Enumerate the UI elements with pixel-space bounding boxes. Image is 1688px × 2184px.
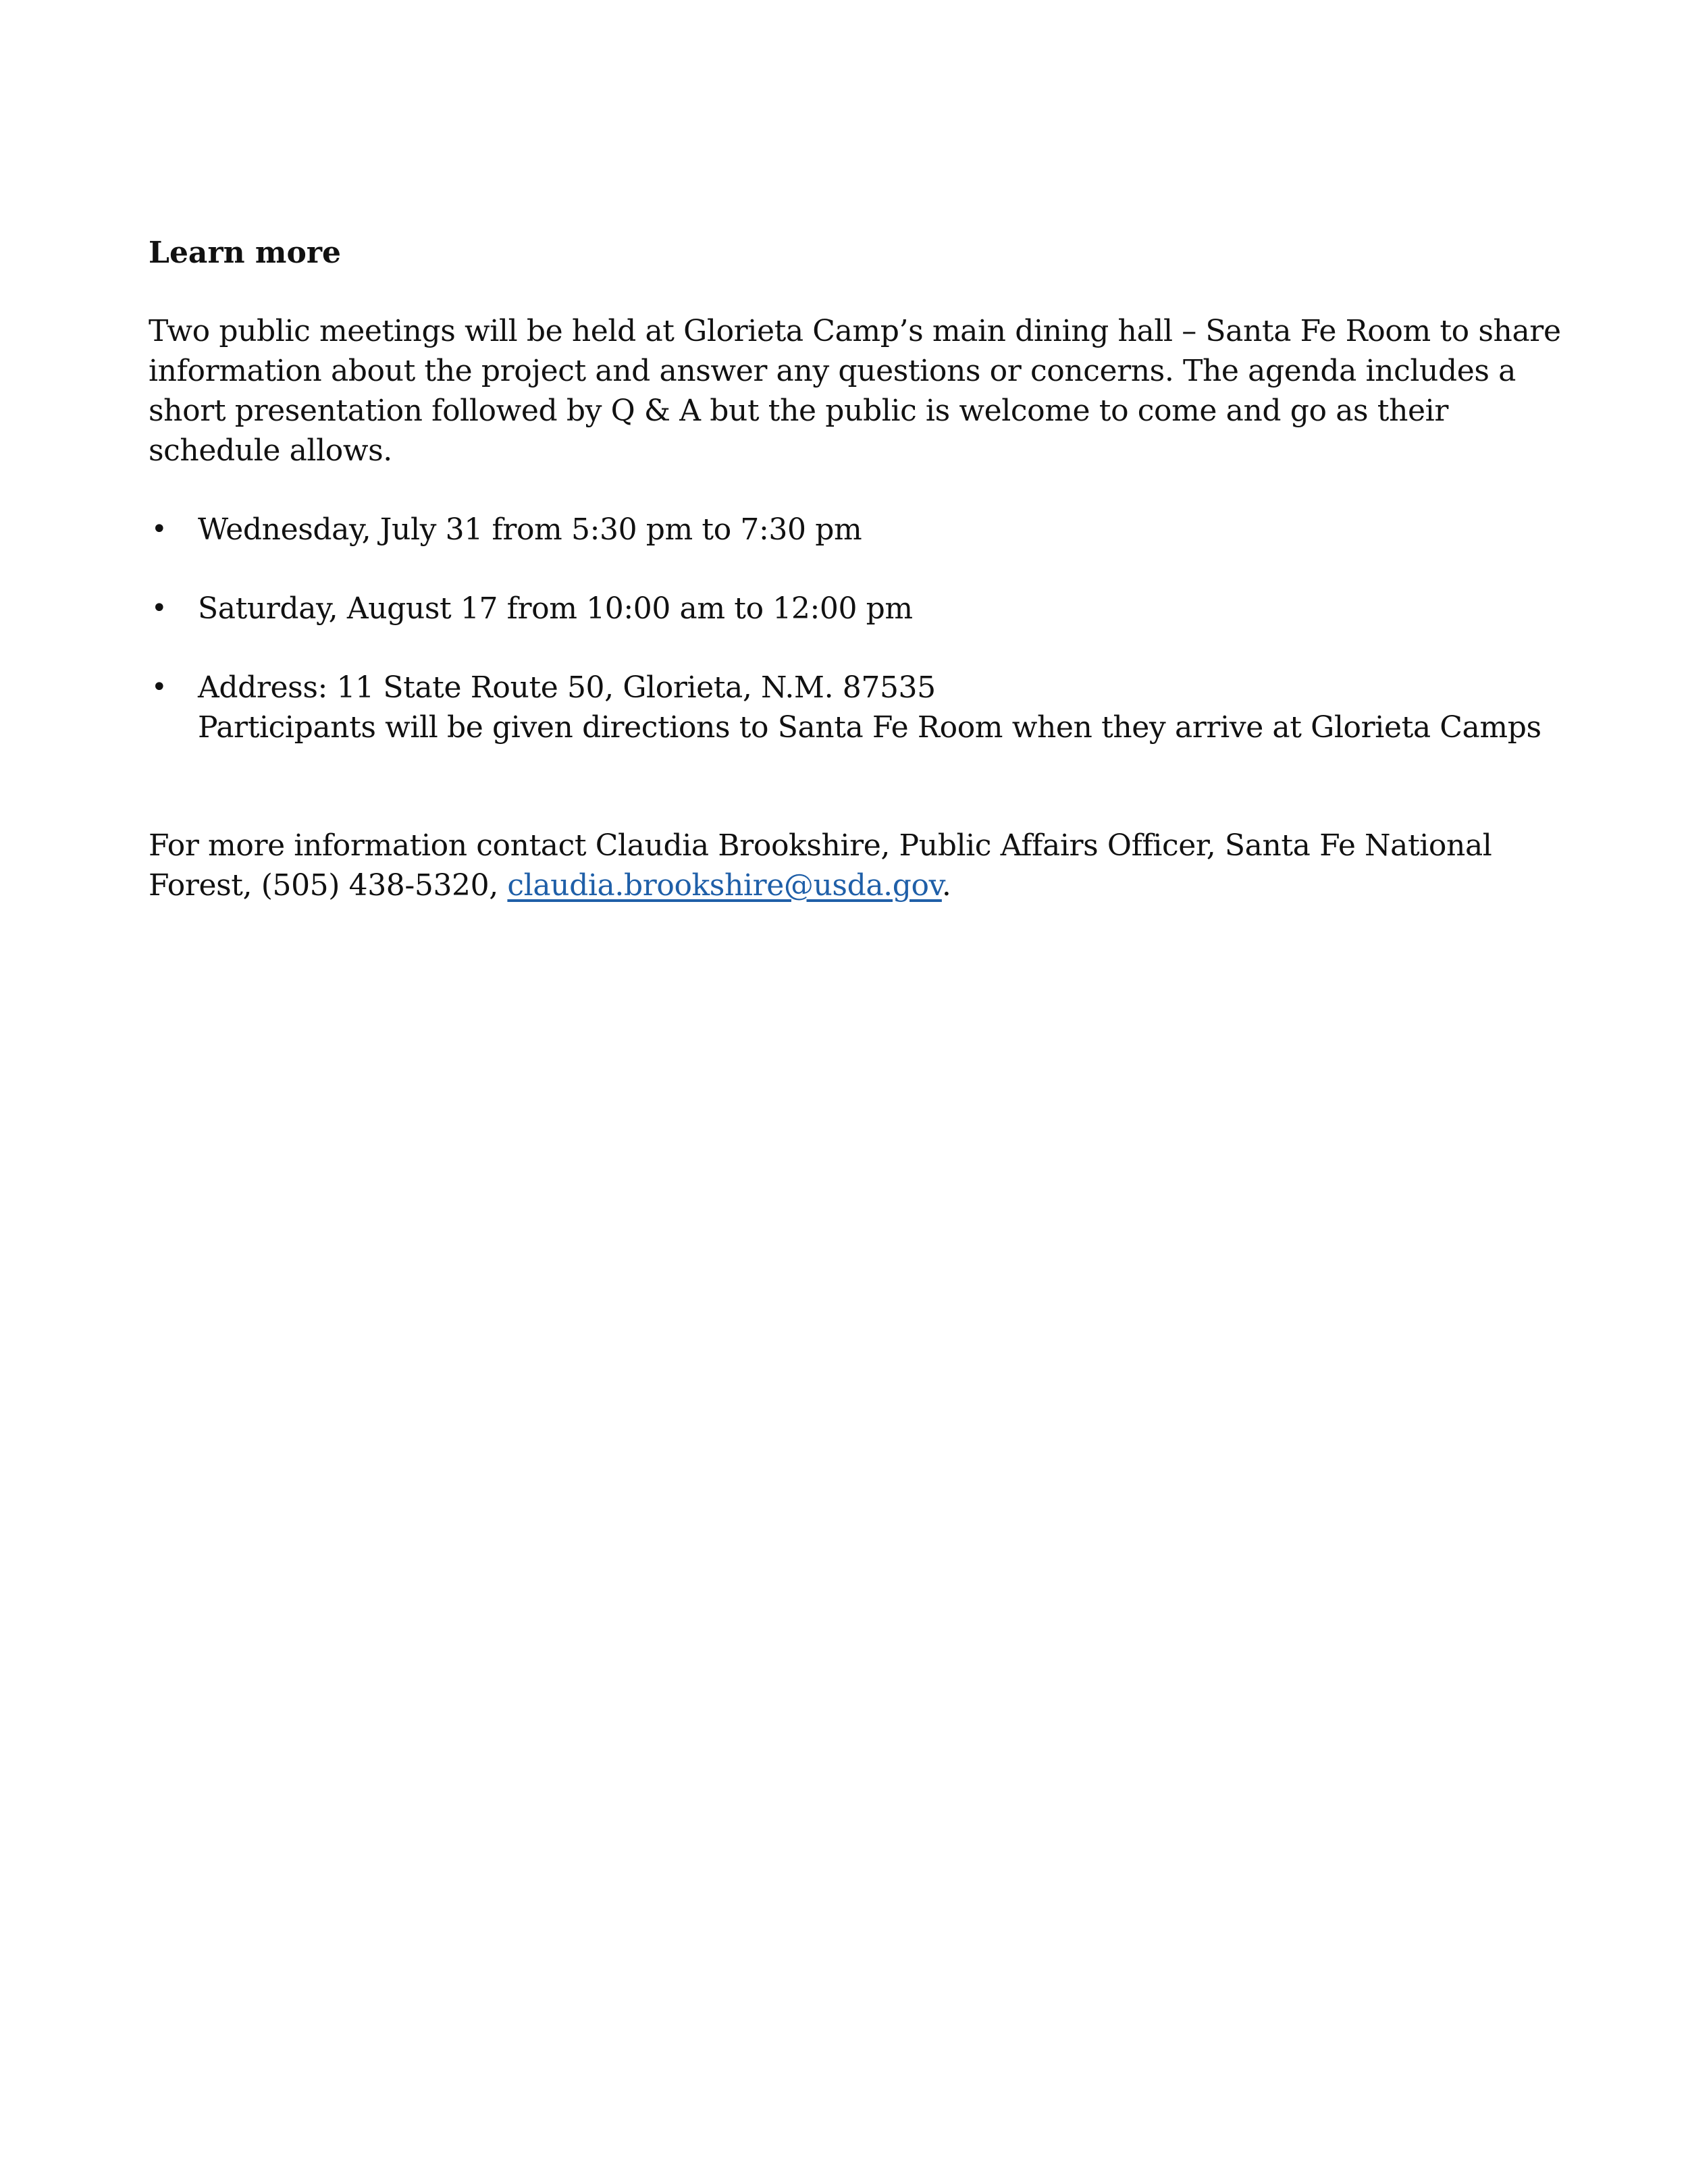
section-heading: Learn more — [149, 236, 342, 270]
meeting-2-text: Saturday, August 17 from 10:00 am to 12:00 pm — [198, 591, 913, 626]
meeting-1-text: Wednesday, July 31 from 5:30 pm to 7:30 pm — [198, 512, 862, 547]
list-item-meeting-2 — [149, 589, 1566, 629]
contact-text: For more information contact Claudia Brookshire, Public Affairs Officer, Santa Fe National Forest, (505) 438-5320, — [149, 828, 1492, 903]
bullet-icon: • — [151, 514, 167, 545]
directions-text: Participants will be given directions to Santa Fe Room when they arrive at Glorieta Camps — [198, 710, 1541, 745]
list-item-meeting-1 — [149, 510, 1566, 550]
contact-trailing: . — [941, 868, 951, 903]
intro-paragraph: Two public meetings will be held at Glorieta Camp’s main dining hall – Santa Fe Room to share information about the project and answer any questions or concerns. The agenda includes a short presentation followed by Q & A but the public is welcome to come and go as their schedule allows. — [149, 314, 1561, 468]
list-item-address — [149, 668, 1566, 747]
bullet-icon: • — [151, 593, 167, 624]
bullet-icon: • — [151, 672, 167, 703]
meeting-list — [149, 510, 1566, 747]
contact-paragraph — [149, 826, 1566, 905]
address-text: Address: 11 State Route 50, Glorieta, N.M. 87535 — [198, 670, 936, 705]
document-page — [149, 233, 1566, 905]
email-link[interactable]: claudia.brookshire@usda.gov — [507, 868, 942, 903]
